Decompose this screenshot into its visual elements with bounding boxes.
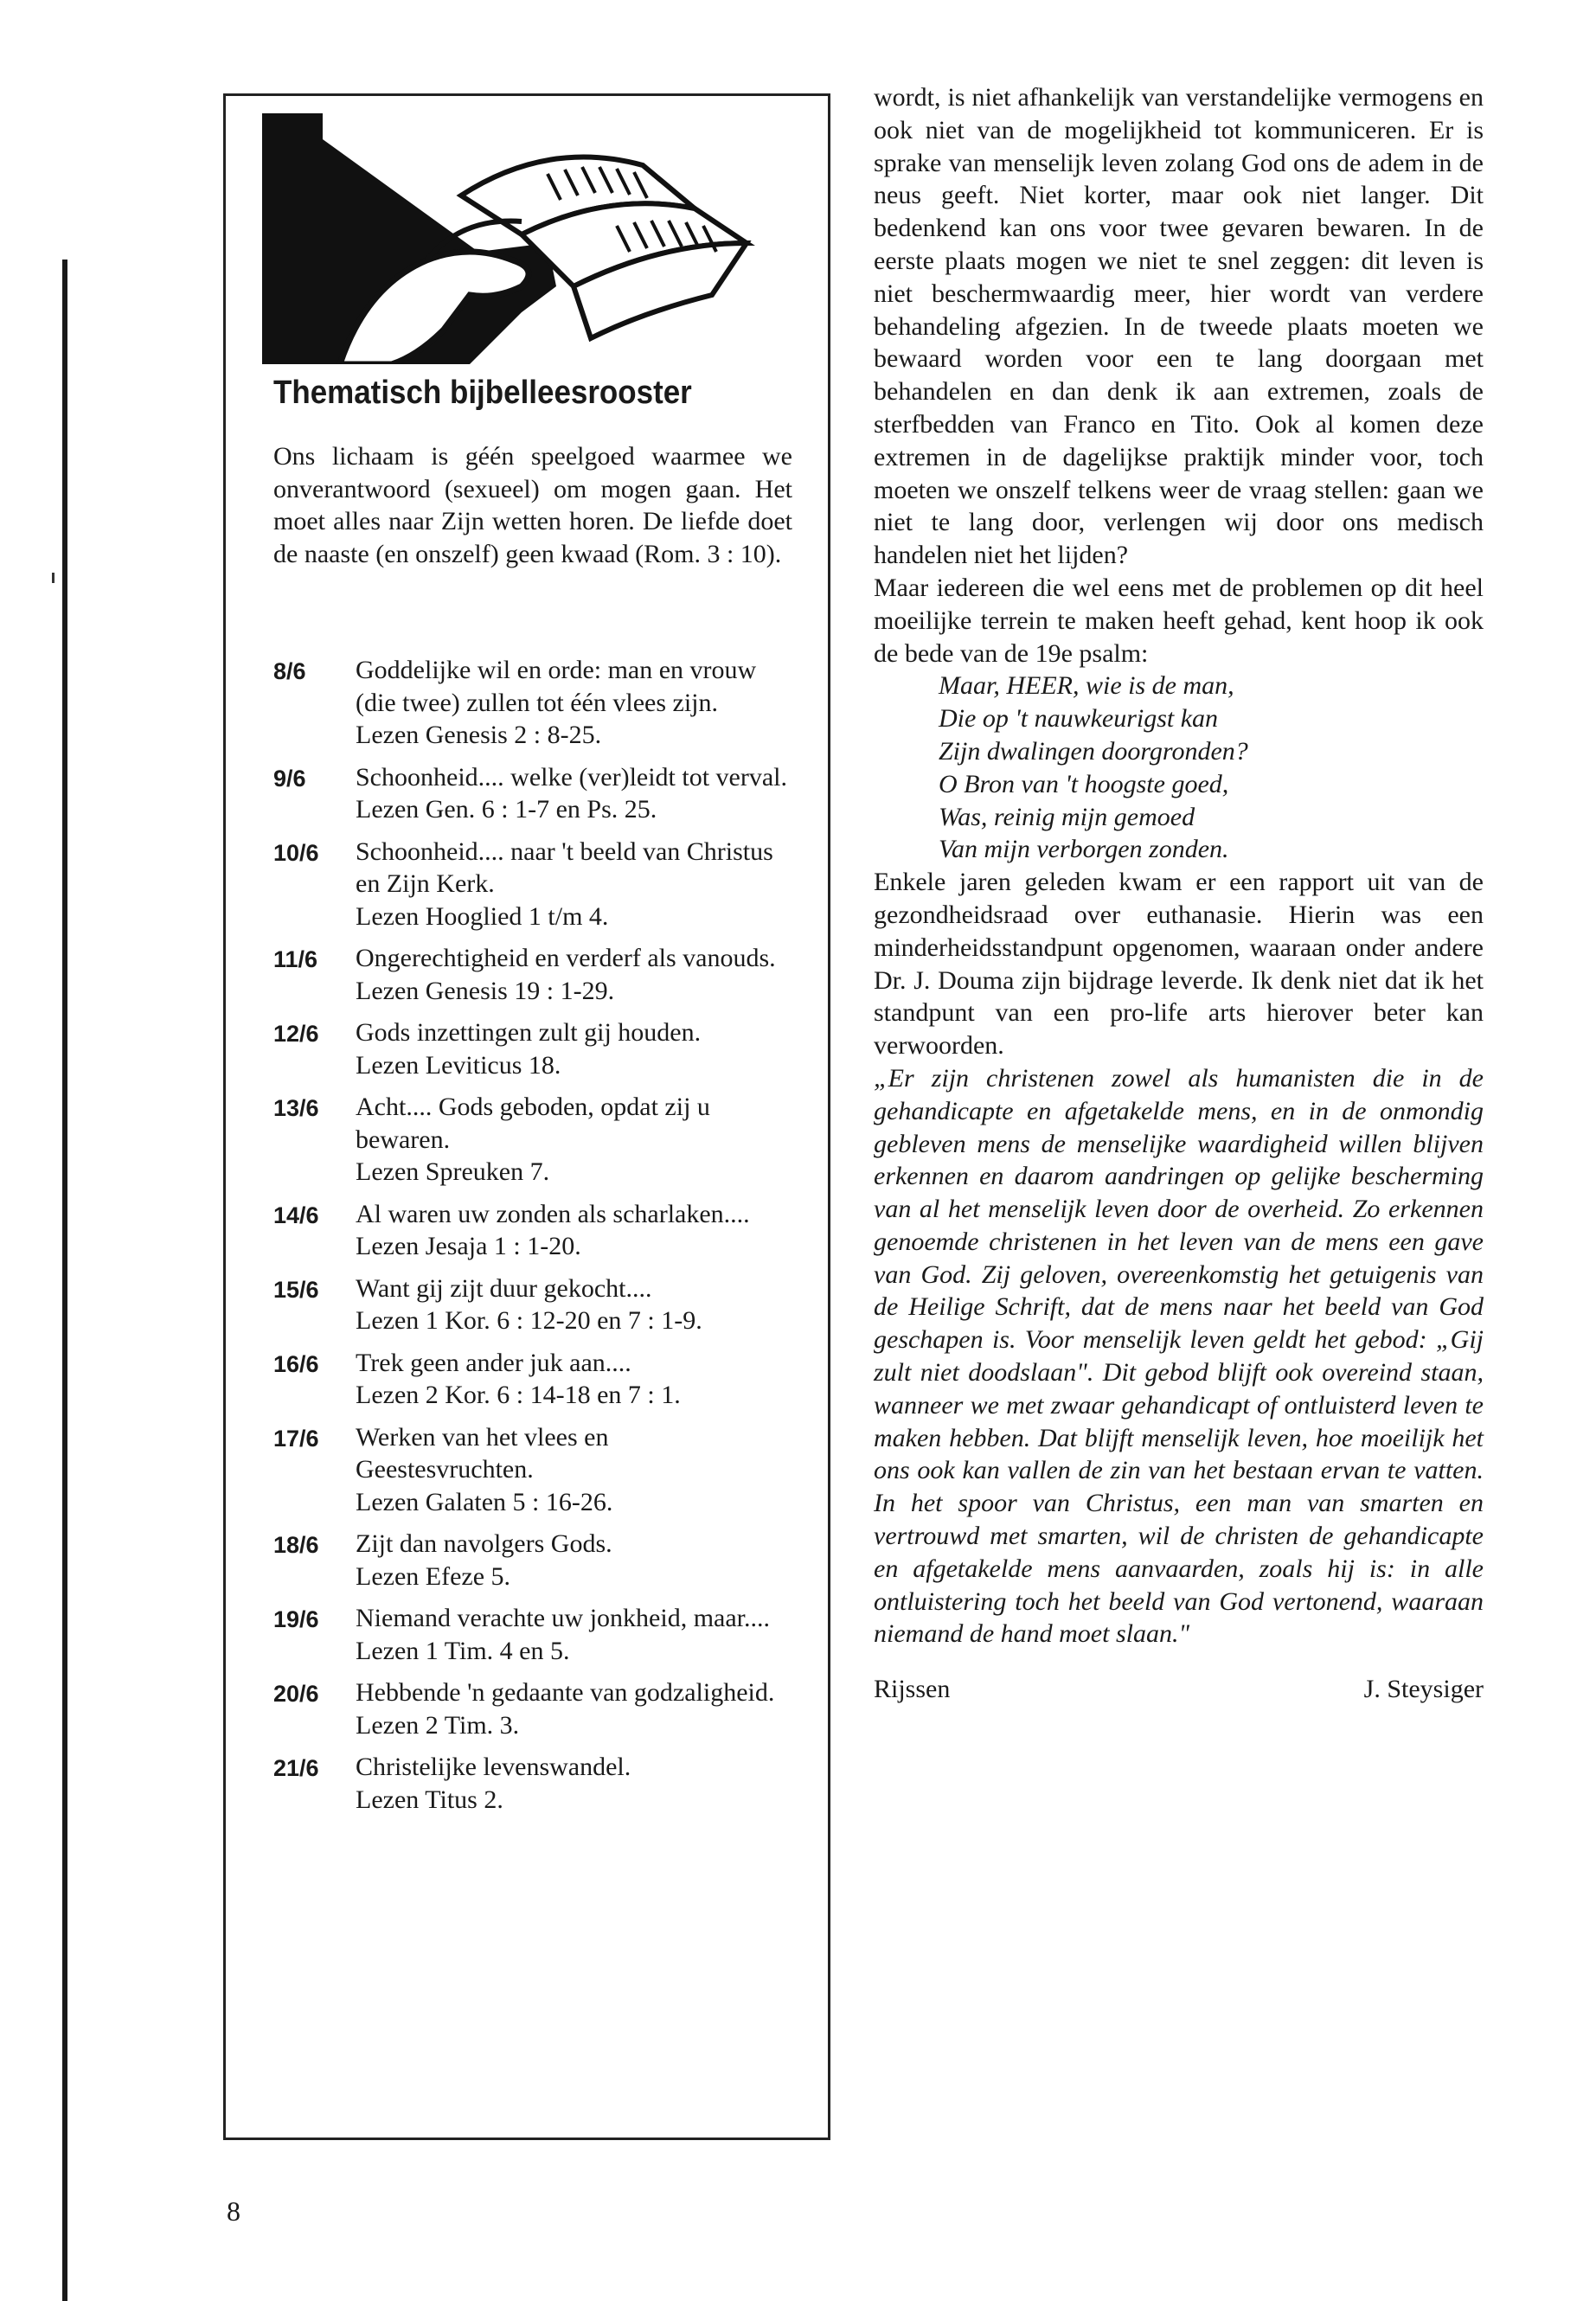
signature-place: Rijssen: [874, 1675, 951, 1704]
psalm-line: Zijn dwalingen doorgronden?: [939, 736, 1248, 766]
reading-list: [273, 654, 810, 1825]
reading-item: [273, 1198, 810, 1263]
reading-body: [356, 1676, 792, 1741]
reading-date: 10/6: [273, 839, 319, 866]
reading-date: 13/6: [273, 1095, 319, 1121]
reading-item: [273, 942, 810, 1007]
reading-theme: Schoonheid.... welke (ver)leidt tot verval.: [356, 762, 788, 792]
schedule-title: Thematisch bijbelleesrooster: [273, 375, 692, 411]
reading-body: [356, 1016, 792, 1081]
reading-body: [356, 654, 792, 752]
reading-theme: Christelijke levenswandel.: [356, 1753, 631, 1781]
reading-date: 18/6: [273, 1532, 319, 1558]
reading-passage: Lezen 2 Kor. 6 : 14-18 en 7 : 1.: [356, 1381, 681, 1409]
psalm-line: Die op 't nauwkeurigst kan: [939, 704, 1219, 734]
psalm-line: Was, reinig mijn gemoed: [939, 802, 1195, 831]
reading-item: [273, 1272, 810, 1337]
reading-item: [273, 1602, 810, 1667]
reading-body: [356, 1272, 792, 1337]
reading-passage: Lezen Titus 2.: [356, 1785, 503, 1814]
article-column: [874, 81, 1484, 1706]
reading-date: 21/6: [273, 1755, 319, 1781]
psalm-line: O Bron van 't hoogste goed,: [939, 769, 1229, 798]
reading-passage: Lezen Efeze 5.: [356, 1561, 511, 1591]
reading-body: [356, 761, 792, 826]
reading-body: [356, 1198, 792, 1263]
reading-body: [356, 1421, 792, 1519]
reading-date: 9/6: [273, 765, 306, 792]
signature: [874, 1673, 1484, 1706]
reading-item: [273, 1091, 810, 1189]
schedule-intro: Ons lichaam is géén speelgoed waarmee we onverantwoord (sexueel) om mogen gaan. Het moet alles naar Zijn wetten horen. De liefde doet de naaste (en onszelf) geen kwaad (Rom. 3 : 10).: [273, 442, 792, 568]
reading-item: [273, 654, 810, 752]
reading-body: [356, 836, 792, 933]
reading-theme: Schoonheid.... naar 't beeld van Christus en Zijn Kerk.: [356, 836, 773, 898]
reading-theme: Ongerechtigheid en verderf als vanouds.: [356, 944, 776, 972]
reading-passage: Lezen Galaten 5 : 16-26.: [356, 1487, 613, 1516]
reading-passage: Lezen Genesis 2 : 8-25.: [356, 721, 602, 749]
psalm-quote: [939, 670, 1484, 866]
reading-item: [273, 1421, 810, 1519]
reading-item: [273, 761, 810, 826]
reading-passage: Lezen Spreuken 7.: [356, 1157, 550, 1186]
reading-item: [273, 1676, 810, 1741]
reading-date: 12/6: [273, 1021, 319, 1047]
signature-author: J. Steysiger: [1363, 1675, 1484, 1704]
reading-theme: Acht.... Gods geboden, opdat zij u bewaren.: [356, 1093, 710, 1154]
reading-theme: Gods inzettingen zult gij houden.: [356, 1018, 702, 1047]
open-bible-hand-icon: [262, 113, 781, 364]
article-paragraph: wordt, is niet afhankelijk van verstandelijke vermogens en ook niet van de mogelijkheid tot kommuniceren. Er is sprake van menselijk leven zolang God ons de adem in de neus geeft. Niet korter, maar ook niet langer. Dit bedenkend kan ons voor twee gevaren bewaren. In de eerste plaats mogen we niet te snel zeggen: dit leven is niet beschermwaardig meer, hier wordt van verdere behandeling afgezien. In de tweede plaats moeten we bewaard worden voor een te lang doorgaan met behandelen en dan denk ik aan extremen, zoals de sterfbedden van Franco en Tito. Ook al komen deze extremen in de dagelijkse praktijk minder voor, toch moeten we onszelf telkens weer de vraag stellen: gaan we niet te lang door, verlengen wij door ons medisch handelen niet het lijden?: [874, 83, 1484, 570]
reading-date: 14/6: [273, 1202, 319, 1228]
reading-body: [356, 942, 792, 1007]
reading-date: 19/6: [273, 1606, 319, 1632]
reading-theme: Niemand verachte uw jonkheid, maar....: [356, 1604, 771, 1632]
reading-passage: Lezen Gen. 6 : 1-7 en Ps. 25.: [356, 795, 657, 824]
reading-date: 15/6: [273, 1276, 319, 1303]
reading-theme: Trek geen ander juk aan....: [356, 1348, 631, 1377]
reading-body: [356, 1751, 792, 1816]
reading-date: 20/6: [273, 1681, 319, 1707]
psalm-line: Maar, HEER, wie is de man,: [939, 671, 1234, 701]
article-paragraph: Maar iedereen die wel eens met de problemen op dit heel moeilijke terrein te maken heeft gehad, kent hoop ik ook de bede van de 19e psalm:: [874, 573, 1484, 668]
reading-schedule-box: [223, 93, 830, 2140]
psalm-line: Van mijn verborgen zonden.: [939, 835, 1229, 864]
article-paragraph: Enkele jaren geleden kwam er een rapport uit van de gezondheidsraad over euthanasie. Hierin was een minderheidsstandpunt opgenomen, waaraan onder andere Dr. J. Douma zijn bijdrage leverde. Ik denk niet dat ik het standpunt van een pro-life arts hierover beter kan verwoorden.: [874, 868, 1484, 1061]
reading-date: 16/6: [273, 1350, 319, 1377]
reading-theme: Goddelijke wil en orde: man en vrouw (die twee) zullen tot één vlees zijn.: [356, 656, 757, 717]
reading-body: [356, 1602, 792, 1667]
reading-date: 8/6: [273, 658, 306, 684]
reading-theme: Al waren uw zonden als scharlaken....: [356, 1199, 750, 1228]
reading-passage: Lezen Leviticus 18.: [356, 1050, 561, 1080]
reading-item: [273, 1016, 810, 1081]
reading-item: [273, 1528, 810, 1593]
reading-passage: Lezen 2 Tim. 3.: [356, 1710, 520, 1740]
scan-mark: [52, 573, 54, 583]
page-number: 8: [227, 2195, 240, 2227]
reading-body: [356, 1347, 792, 1412]
reading-date: 11/6: [273, 946, 318, 972]
reading-passage: Lezen 1 Tim. 4 en 5.: [356, 1636, 570, 1665]
reading-item: [273, 836, 810, 933]
reading-theme: Want gij zijt duur gekocht....: [356, 1273, 652, 1303]
reading-passage: Lezen Jesaja 1 : 1-20.: [356, 1232, 581, 1260]
reading-theme: Werken van het vlees en Geestesvruchten.: [356, 1422, 609, 1484]
reading-passage: Lezen Hooglied 1 t/m 4.: [356, 901, 609, 931]
reading-passage: Lezen Genesis 19 : 1-29.: [356, 976, 615, 1005]
reading-body: [356, 1528, 792, 1593]
douma-quote: „Er zijn christenen zowel als humanisten die in de gehandicapte en afgetakelde mens, en in de onmondig gebleven mens de menselijke waardigheid willen blijven erkennen en daarom aandringen op gelijke bescherming van al het menselijk leven door de overheid. Zo erkennen genoemde christenen in het leven van de mens een gave van God. Zij geloven, overeenkomstig het getuigenis van de Heilige Schrift, dat de mens naar het beeld van God geschapen is. Voor menselijk leven geldt het gebod: „Gij zult niet doodslaan". Dit gebod blijft ook overeind staan, wanneer we met zwaar gehandicapt of ontluisterd leven te maken hebben. Dat blijft menselijk leven, hoe moeilijk het ons ook kan vallen de zin van het bestaan ervan te vatten. In het spoor van Christus, een man van smarten en vertrouwd met smarten, wil de christen de gehandicapte en afgetakelde mens aanvaarden, zoals hij is: in alle ontluistering toch het beeld van God vertonend, waaraan niemand de hand moet slaan.": [874, 1063, 1484, 1649]
reading-body: [356, 1091, 792, 1189]
reading-item: [273, 1751, 810, 1816]
reading-theme: Hebbende 'n gedaante van godzaligheid.: [356, 1678, 775, 1707]
scan-edge: [62, 260, 67, 2301]
reading-date: 17/6: [273, 1425, 319, 1452]
reading-theme: Zijt dan navolgers Gods.: [356, 1529, 612, 1558]
reading-passage: Lezen 1 Kor. 6 : 12-20 en 7 : 1-9.: [356, 1306, 702, 1335]
reading-item: [273, 1347, 810, 1412]
